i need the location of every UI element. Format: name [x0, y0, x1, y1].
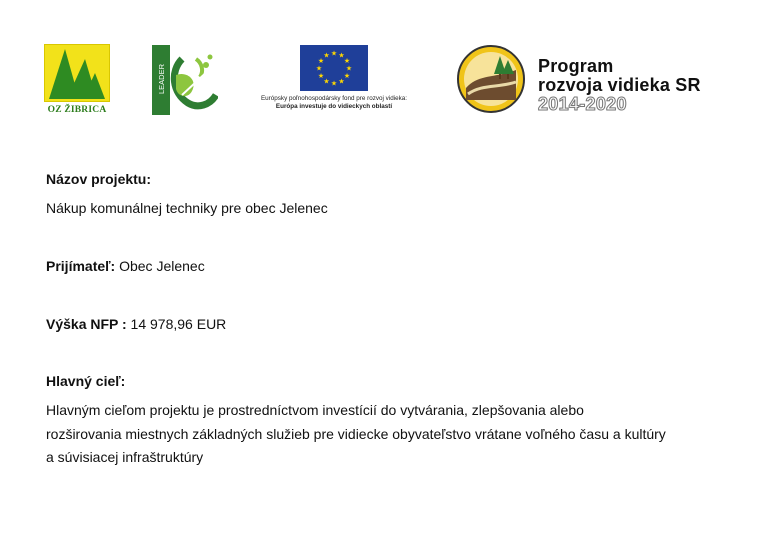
oz-zibrica-label: OZ ŽIBRICA — [47, 105, 107, 115]
mountains-icon — [45, 45, 109, 101]
eu-star-icon: ★ — [343, 58, 351, 65]
eu-caption-line1: Európsky poľnohospodársky fond pre rozvoj vidieka: — [260, 95, 408, 102]
eu-logo — [248, 45, 420, 117]
eu-star-icon: ★ — [323, 52, 330, 60]
nfp-row — [46, 316, 226, 332]
eu-star-icon: ★ — [338, 78, 345, 86]
prv-title-line2: rozvoja vidieka SR — [538, 75, 701, 95]
eu-caption-line2: Európa investuje do vidieckych oblastí — [275, 103, 393, 110]
project-name-label — [46, 171, 151, 187]
goal-label: Hlavný cieľ: — [46, 373, 126, 389]
eu-star-icon: ★ — [345, 65, 353, 73]
leader-logo — [152, 45, 218, 115]
leader-emblem-icon — [152, 45, 218, 115]
recipient-row — [46, 258, 205, 274]
prv-title-line1: Program — [538, 56, 614, 76]
eu-star-icon: ★ — [330, 80, 338, 88]
project-name-value: Nákup komunálnej techniky pre obec Jelenec — [46, 200, 328, 216]
eu-star-icon: ★ — [330, 50, 338, 58]
eu-star-icon: ★ — [317, 58, 325, 65]
goal-label-row — [46, 373, 125, 389]
prv-emblem-icon — [456, 44, 526, 114]
goal-line-2: rozširovania miestnych základných služieb pre vidiecke obyvateľstvo vrátane voľného času a kultúry — [46, 425, 666, 442]
leader-text: LEADER — [157, 63, 166, 95]
recipient-value: Obec Jelenec — [115, 258, 205, 274]
eu-star-icon: ★ — [338, 52, 345, 60]
oz-zibrica-logo — [44, 44, 110, 118]
eu-star-icon: ★ — [315, 65, 323, 73]
nfp-label: Výška NFP : — [46, 316, 127, 332]
goal-line-3: a súvisiacej infraštruktúry — [46, 449, 204, 465]
nfp-value: 14 978,96 EUR — [126, 316, 227, 332]
prv-years: 2014-2020 — [538, 94, 627, 114]
oz-zibrica-emblem — [44, 44, 110, 102]
goal-line-1: Hlavným cieľom projektu je prostredníctvom investícií do vytvárania, zlepšovania alebo — [46, 402, 584, 418]
project-name-label-text: Názov projektu: — [46, 171, 152, 187]
recipient-label: Prijímateľ: — [46, 258, 116, 274]
eu-flag-icon — [300, 45, 368, 91]
eu-star-icon: ★ — [317, 73, 325, 80]
goal-paragraph — [46, 399, 736, 470]
eu-star-icon: ★ — [323, 78, 330, 86]
eu-star-icon: ★ — [343, 73, 351, 80]
prv-logo — [456, 44, 716, 118]
